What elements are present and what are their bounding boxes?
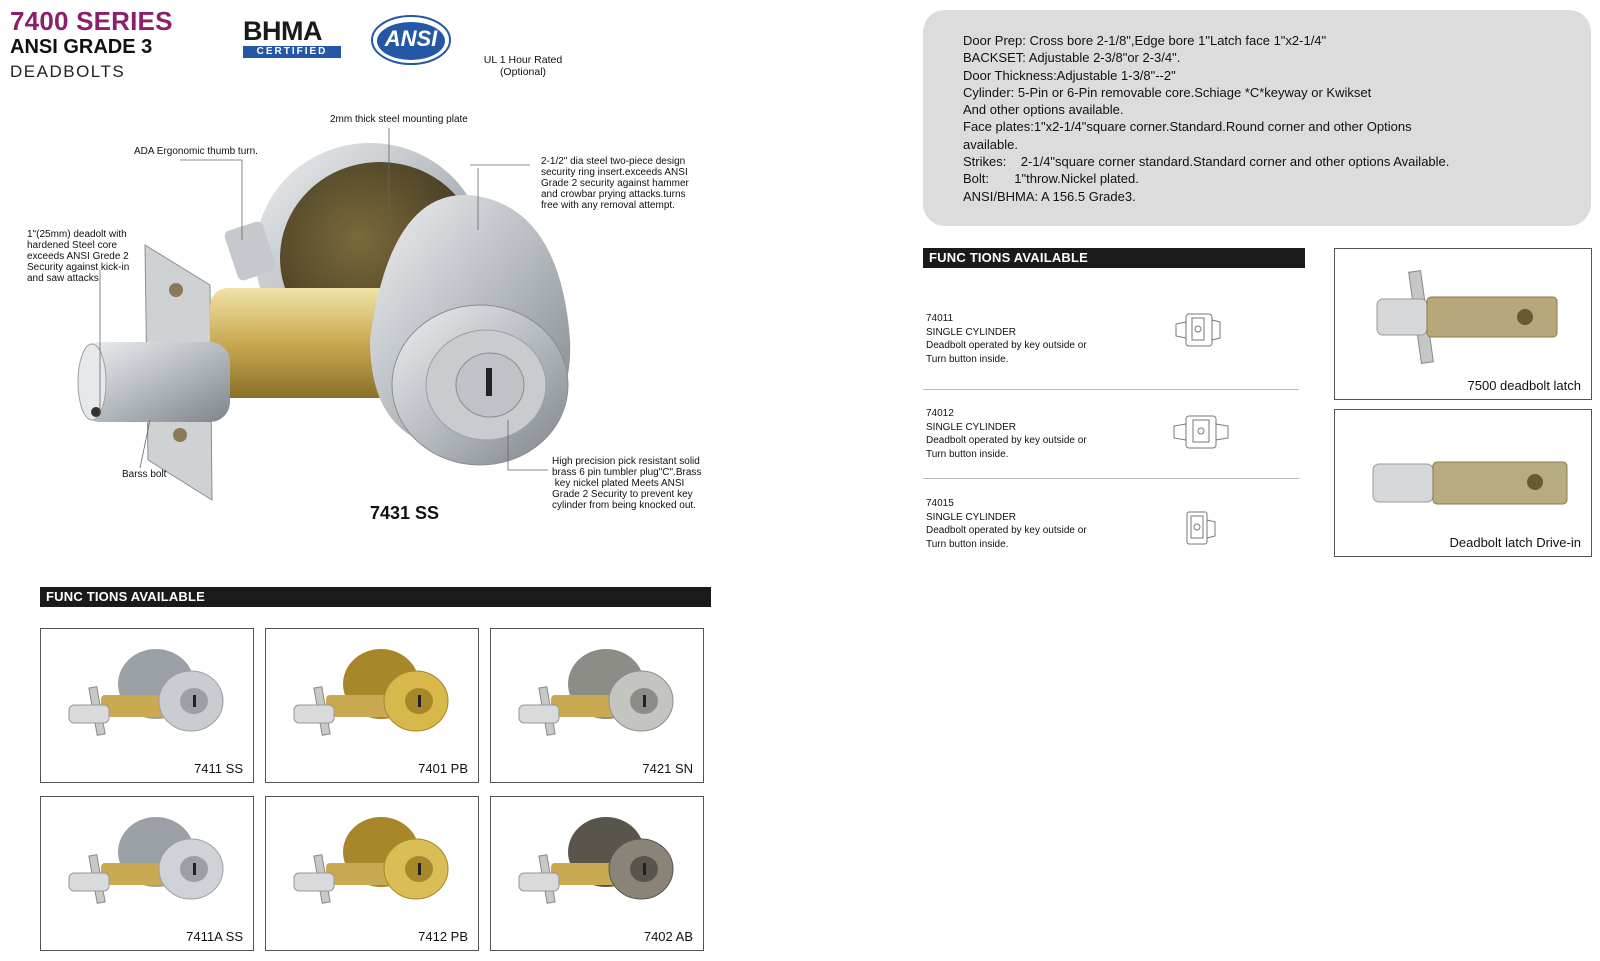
main-model-label: 7431 SS	[370, 503, 440, 523]
callout-cylinder-line: brass 6 pin tumbler plug"C".Brass	[552, 467, 702, 478]
product-deadbolt-image	[491, 797, 703, 922]
product-deadbolt-image	[266, 797, 478, 922]
product-card	[265, 628, 479, 783]
callout-deadbolt-line: 1"(25mm) deadolt with	[27, 229, 127, 240]
latch-label: 7500 deadbolt latch	[1467, 378, 1581, 393]
function-name: SINGLE CYLINDER	[926, 421, 1017, 433]
deadbolt-latch-drive-in-image	[1335, 410, 1591, 526]
spec-line: Strikes: 2-1/4"square corner standard.Standard corner and other options Available.	[963, 154, 1450, 170]
product-deadbolt-image	[266, 629, 478, 754]
product-deadbolt-image	[41, 797, 253, 922]
product-model-label: 7411A SS	[186, 929, 243, 944]
function-code: 74011	[926, 313, 954, 324]
product-type: DEADBOLTS	[10, 62, 126, 81]
function-divider	[923, 389, 1299, 390]
spec-list	[963, 32, 1463, 205]
ul-rating-line1: UL 1 Hour Rated	[483, 54, 563, 66]
callout-cylinder	[552, 456, 701, 511]
function-code: 74015	[926, 498, 954, 509]
function-item-74012	[926, 407, 1087, 461]
callout-security-ring-line: and crowbar prying attacks.turns	[541, 189, 686, 200]
function-item-74011	[926, 312, 1087, 366]
function-code: 74012	[926, 408, 954, 419]
callout-deadbolt-line: Security against kick-in	[27, 262, 130, 273]
callout-thumb-turn: ADA Ergonomic thumb turn.	[134, 146, 258, 157]
bhma-certified-text: CERTIFIED	[243, 46, 341, 58]
callout-security-ring	[541, 156, 689, 211]
product-card	[490, 796, 704, 951]
callout-deadbolt-line: and saw attacks	[27, 273, 99, 284]
callout-cylinder-line: key nickel plated Meets ANSI	[552, 478, 685, 489]
product-card	[40, 628, 254, 783]
callout-security-ring-line: free with any removal attempt.	[541, 200, 675, 211]
callout-cylinder-line: High precision pick resistant solid	[552, 456, 700, 467]
function-diagram-74015-icon	[1183, 508, 1223, 550]
deadbolt-latch-image	[1335, 249, 1591, 369]
function-name: SINGLE CYLINDER	[926, 326, 1017, 338]
product-deadbolt-image	[491, 629, 703, 754]
callout-mounting-plate: 2mm thick steel mounting plate	[330, 114, 468, 125]
product-card	[265, 796, 479, 951]
spec-line: available.	[963, 136, 1018, 152]
callout-security-ring-line: Grade 2 security against hammer	[541, 178, 689, 189]
callout-deadbolt-line: exceeds ANSI Grede 2	[27, 251, 129, 262]
spec-line: ANSI/BHMA: A 156.5 Grade3.	[963, 188, 1136, 204]
function-name: SINGLE CYLINDER	[926, 511, 1017, 523]
spec-line: Face plates:1"x2-1/4"square corner.Standard.Round corner and other Options	[963, 119, 1412, 135]
ul-rating-line2: (Optional)	[499, 66, 547, 78]
functions-heading-left: FUNC TIONS AVAILABLE	[40, 587, 711, 607]
bhma-logo-text: BHMA	[243, 16, 322, 46]
function-diagram-74011-icon	[1170, 310, 1230, 352]
callout-security-ring-line: 2-1/2" dia steel two-piece design	[541, 156, 686, 167]
product-model-label: 7412 PB	[418, 929, 468, 944]
function-desc: Deadbolt operated by key outside or	[926, 340, 1087, 351]
grade-title: ANSI GRADE 3	[10, 36, 153, 58]
function-desc: Turn button inside.	[926, 538, 1009, 550]
function-desc: Turn button inside.	[926, 448, 1009, 460]
latch-label: Deadbolt latch Drive-in	[1449, 535, 1581, 550]
spec-line: And other options available.	[963, 102, 1124, 118]
product-card	[40, 796, 254, 951]
function-desc: Deadbolt operated by key outside or	[926, 435, 1087, 446]
callout-deadbolt-line: hardened Steel core	[27, 240, 118, 251]
product-model-label: 7401 PB	[418, 761, 468, 776]
spec-line: Bolt: 1"throw.Nickel plated.	[963, 171, 1139, 187]
callout-barss-bolt: Barss bolt	[122, 469, 167, 480]
latch-box-7500	[1334, 248, 1592, 400]
spec-line: Cylinder: 5-Pin or 6-Pin removable core.Schiage *C*keyway or Kwikset	[963, 84, 1372, 100]
function-desc: Turn button inside.	[926, 353, 1009, 365]
product-card	[490, 628, 704, 783]
function-divider	[923, 478, 1299, 479]
functions-heading-right: FUNC TIONS AVAILABLE	[923, 248, 1305, 268]
function-desc: Deadbolt operated by key outside or	[926, 525, 1087, 536]
callout-deadbolt	[27, 229, 129, 284]
ansi-logo-text: ANSI	[384, 26, 438, 51]
callout-cylinder-line: Grade 2 Security to prevent key	[552, 489, 693, 500]
function-diagram-74012-icon	[1168, 412, 1234, 454]
spec-line: BACKSET: Adjustable 2-3/8"or 2-3/4".	[963, 50, 1181, 66]
latch-box-drive-in	[1334, 409, 1592, 557]
spec-line: Door Prep: Cross bore 2-1/8",Edge bore 1"Latch face 1"x2-1/4"	[963, 33, 1327, 48]
product-deadbolt-image	[41, 629, 253, 754]
callout-cylinder-line: cylinder from being knocked out.	[552, 500, 696, 511]
callout-security-ring-line: security ring insert.exceeds ANSI	[541, 167, 688, 178]
product-model-label: 7402 AB	[643, 929, 693, 944]
function-item-74015	[926, 497, 1087, 551]
spec-line: Door Thickness:Adjustable 1-3/8"--2"	[963, 67, 1176, 83]
product-model-label: 7411 SS	[194, 761, 243, 776]
product-model-label: 7421 SN	[642, 761, 693, 776]
series-title: 7400 SERIES	[10, 6, 173, 36]
